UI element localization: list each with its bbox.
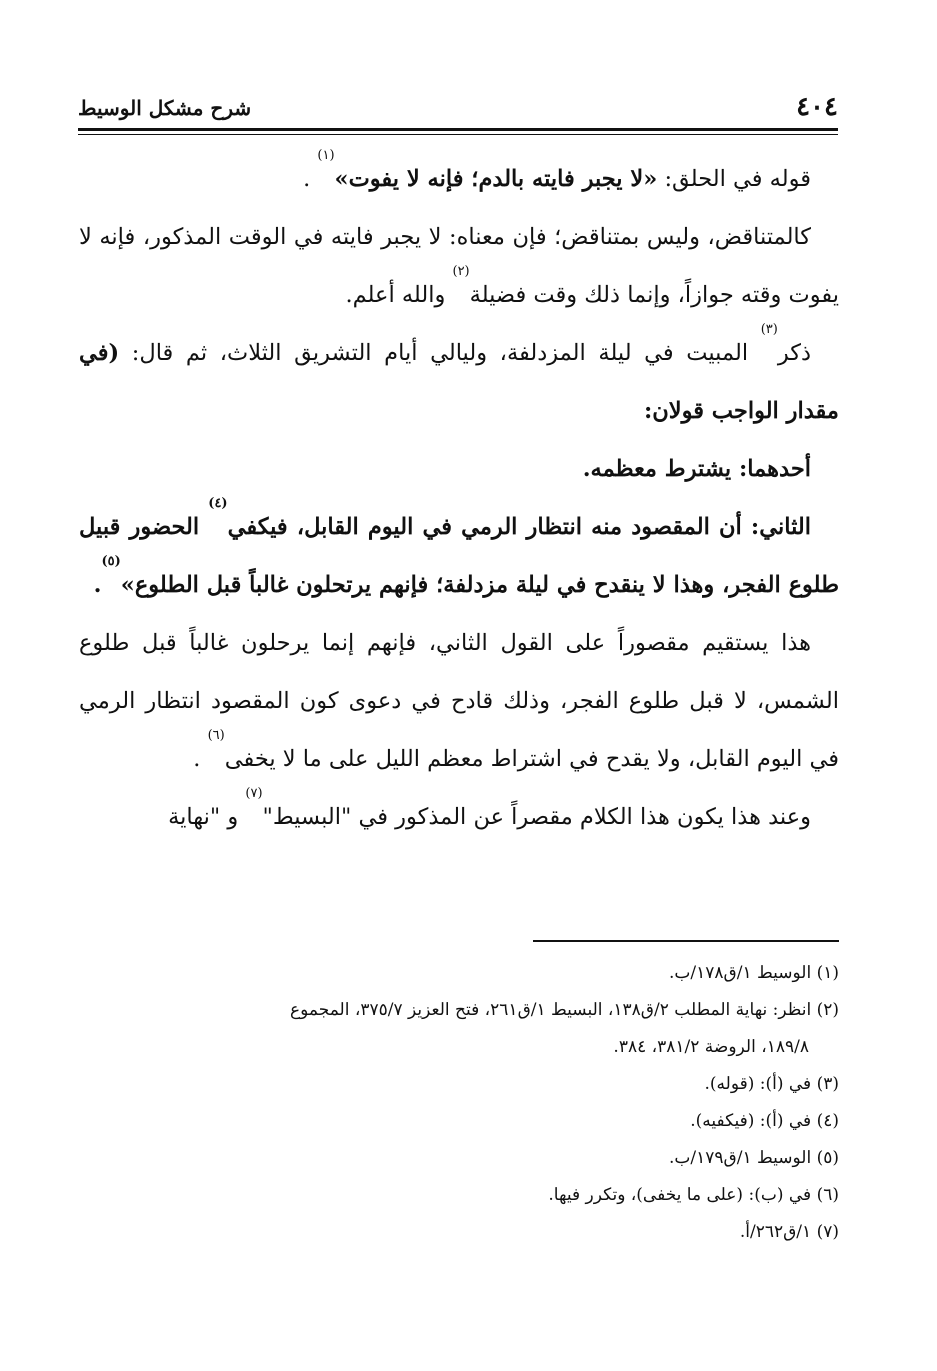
p3-text-a: ذكر [777,340,811,366]
footnote-2: (٢) انظر: نهاية المطلب ٢/ق١٣٨، البسيط ١/ق٢٦١، فتح العزيز ٣٧٥/٧، المجموع [290,1000,839,1020]
p7-text-a: وعند هذا يكون هذا الكلام مقصراً عن المذكور في "البسيط" [262,804,811,830]
paragraph-3 [79,324,839,440]
footnote-ref-3: (٣) [760,322,778,337]
p5-end: . [93,572,102,598]
footnote-2-continued: ١٨٩/٨، الروضة ٣٨١/٢، ٣٨٤. [613,1037,809,1057]
paragraph-4: أحدهما: يشترط معظمه. [582,456,811,482]
footnote-ref-2: (٢) [452,264,470,279]
paragraph-1 [79,150,839,208]
p1-quote: «لا يجبر فايته بالدم؛ فإنه لا يفوت» [334,166,658,192]
header-rule-thin [78,134,838,135]
footnote-5: (٥) الوسيط ١/ق١٧٩/ب. [668,1148,839,1168]
p6-end: . [193,746,208,772]
footnote-4: (٤) في (أ): (فيكفيه). [690,1111,839,1131]
p3-text-b: المبيت في ليلة المزدلفة، وليالي أيام التشريق الثلاث، ثم قال: [119,340,761,366]
p2-text: كالمتناقض، وليس بمتناقض؛ فإن معناه: لا يجبر فايته في الوقت المذكور، فإنه لا يفوت وقته جوازاً، وإنما ذلك وقت فضيلة [79,224,839,308]
p5-text-a: الثاني: أن المقصود منه انتظار الرمي في اليوم القابل، فيكفي [227,514,811,540]
footnote-1: (١) الوسيط ١/ق١٧٨/ب. [668,963,839,983]
p7-text-b: و "نهاية [168,804,246,830]
page-number: ٤٠٤ [796,92,838,122]
footnote-ref-5: (٥) [101,554,121,569]
p5-text-b: الحضور قبيل طلوع الفجر، وهذا لا ينقدح في ليلة مزدلفة؛ فإنهم يرتحلون غالباً قبل الطلوع» [79,514,839,598]
footnote-ref-7: (٧) [245,786,263,801]
p1-text: قوله في الحلق: [657,166,811,192]
page-header [78,92,838,132]
footnote-ref-4: (٤) [208,496,228,511]
p1-end: . [303,166,318,192]
paragraph-6 [79,614,839,788]
paragraph-5 [79,498,839,614]
paragraph-2 [79,208,839,324]
footnote-3: (٣) في (أ): (قوله). [704,1074,839,1094]
footnote-6: (٦) في (ب): (على ما يخفى)، وتكرر فيها. [548,1185,839,1205]
paragraph-7 [79,788,839,846]
main-text [79,150,839,846]
p6-text: هذا يستقيم مقصوراً على القول الثاني، فإنهم إنما يرحلون غالباً قبل طلوع الشمس، لا قبل طلوع الفجر، وذلك قادح في دعوى كون المقصود انتظار الرمي في اليوم القابل، ولا يقدح في اشتراط معظم الليل على ما لا يخفى [79,630,839,772]
footnote-ref-6: (٦) [207,728,225,743]
footnote-separator [533,940,839,942]
header-rule-thick [78,128,838,131]
running-title: شرح مشكل الوسيط [78,96,252,120]
p2-end: والله أعلم. [345,282,453,308]
footnote-7: (٧) ١/ق٢٦٢/أ. [739,1222,839,1242]
footnotes [79,955,839,1251]
footnote-ref-1: (١) [317,148,335,163]
p3-quote: (في مقدار الواجب قولان: [79,340,839,424]
